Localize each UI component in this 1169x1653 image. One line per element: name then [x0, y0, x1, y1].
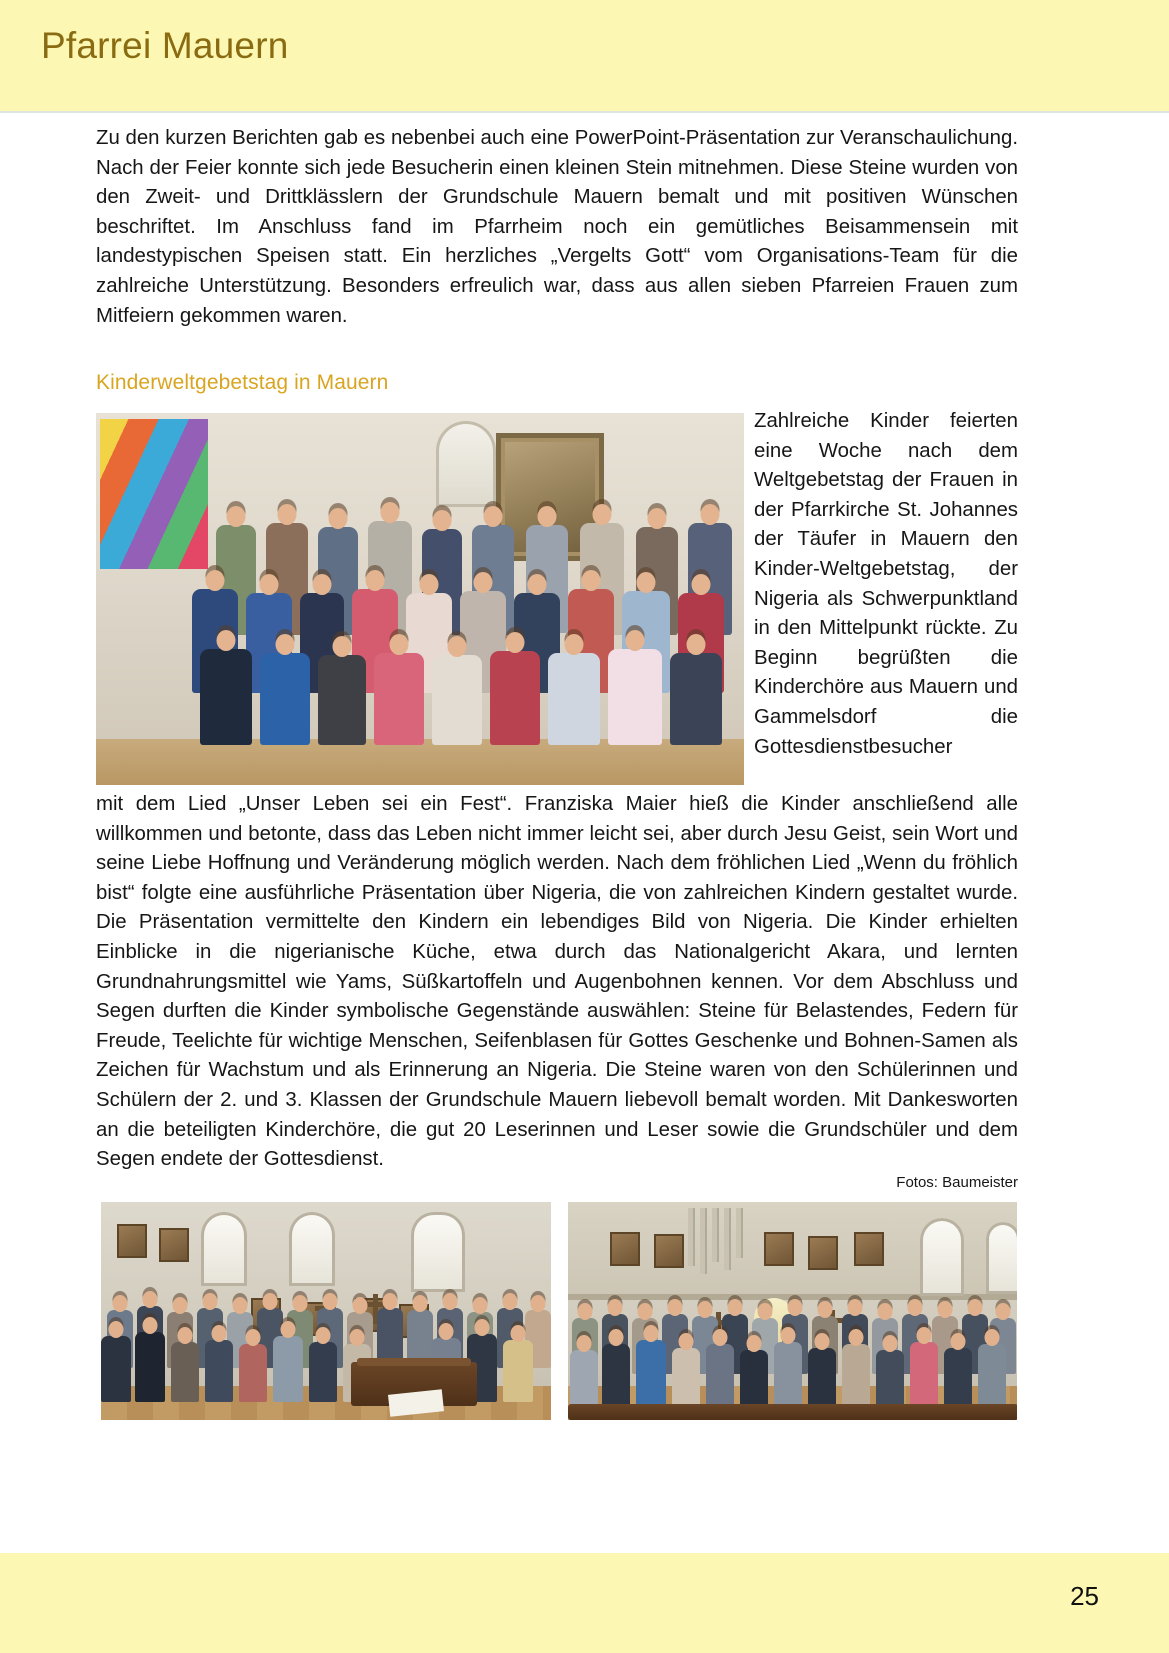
main-paragraph: mit dem Lied „Unser Leben sei ein Fest“. Franziska Maier hieß die Kinder anschließend alle willkommen und betonte, dass das Leben nicht immer leicht sei, aber durch Jesu Geist, sein Wort und seine Liebe Hoffnung und Veränderung möglich werden. Nach dem fröhlichen Lied „Wenn du fröhlich bist“ folgte eine ausführliche Präsentation über Nigeria, die von zahlreichen Kindern gestaltet wurde. Die Präsentation vermittelte den Kindern ein lebendiges Bild von Nigeria. Die Kinder erhielten Einblicke in die nigerianische Küche, etwa durch das Nationalgericht Akara, und lernten Grundnahrungsmittel wie Yams, Süßkartoffeln und Augenbohnen kennen. Vor dem Abschluss und Segen durften die Kinder symbolische Gegenstände auswählen: Steine für Belastendes, Federn für Freude, Teelichte für wichtige Menschen, Seifenblasen für Gottes Geschenke und Bohnen-Samen als Zeichen für Wachstum und als Erinnerung an Nigeria. Die Steine waren von den Schülerinnen und Schülern der 2. und 3. Klassen der Grundschule Mauern liebevoll bemalt worden. Mit Dankesworten an die beteiligten Kinderchöre, die gut 20 Leserinnen und Leser sowie die Grundschüler und dem Segen endete der Gottesdienst.: [96, 793, 1018, 1171]
photo-credit: Fotos: Baumeister: [896, 1174, 1018, 1191]
congregation-keyboard-photo: [101, 1202, 551, 1420]
children-choir-photo: [96, 413, 744, 785]
page-number: 25: [1070, 1581, 1099, 1611]
bottom-photo-row: [101, 1202, 1017, 1420]
page-title: Pfarrei Mauern: [41, 25, 289, 66]
congregation-gallery-photo: [568, 1202, 1018, 1420]
article-content: [96, 124, 1018, 331]
side-column-text: [754, 407, 1018, 762]
side-column-paragraph: Zahlreiche Kinder feierten eine Woche nach dem Weltgebetstag der Frauen in der Pfarrkirche St. Johannes der Täufer in Mauern den Kinder-Weltgebetstag, der Nigeria als Schwerpunktland in den Mittelpunkt rückte. Zu Beginn begrüßten die Kinderchöre aus Mauern und Gammelsdorf die Gottesdienstbesucher: [754, 410, 1018, 758]
page-footer-band: [0, 1553, 1169, 1653]
page-header-band: [0, 0, 1169, 113]
intro-paragraph: Zu den kurzen Berichten gab es nebenbei auch eine PowerPoint-Präsentation zur Veranschaulichung. Nach der Feier konnte sich jede Besucherin einen kleinen Stein mitnehmen. Diese Steine wurden von den Zweit- und Drittklässlern der Grundschule Mauern bemalt und mit positiven Wünschen beschriftet. Im Anschluss fand im Pfarrheim noch ein gemütliches Beisammensein mit landestypischen Speisen statt. Ein herzliches „Vergelts Gott“ vom Organisations-Team für die zahlreiche Unterstützung. Besonders erfreulich war, dass aus allen sieben Pfarreien Frauen zum Mitfeiern gekommen waren.: [96, 127, 1018, 327]
section-heading-kinderweltgebetstag: Kinderweltgebetstag in Mauern: [96, 371, 389, 394]
